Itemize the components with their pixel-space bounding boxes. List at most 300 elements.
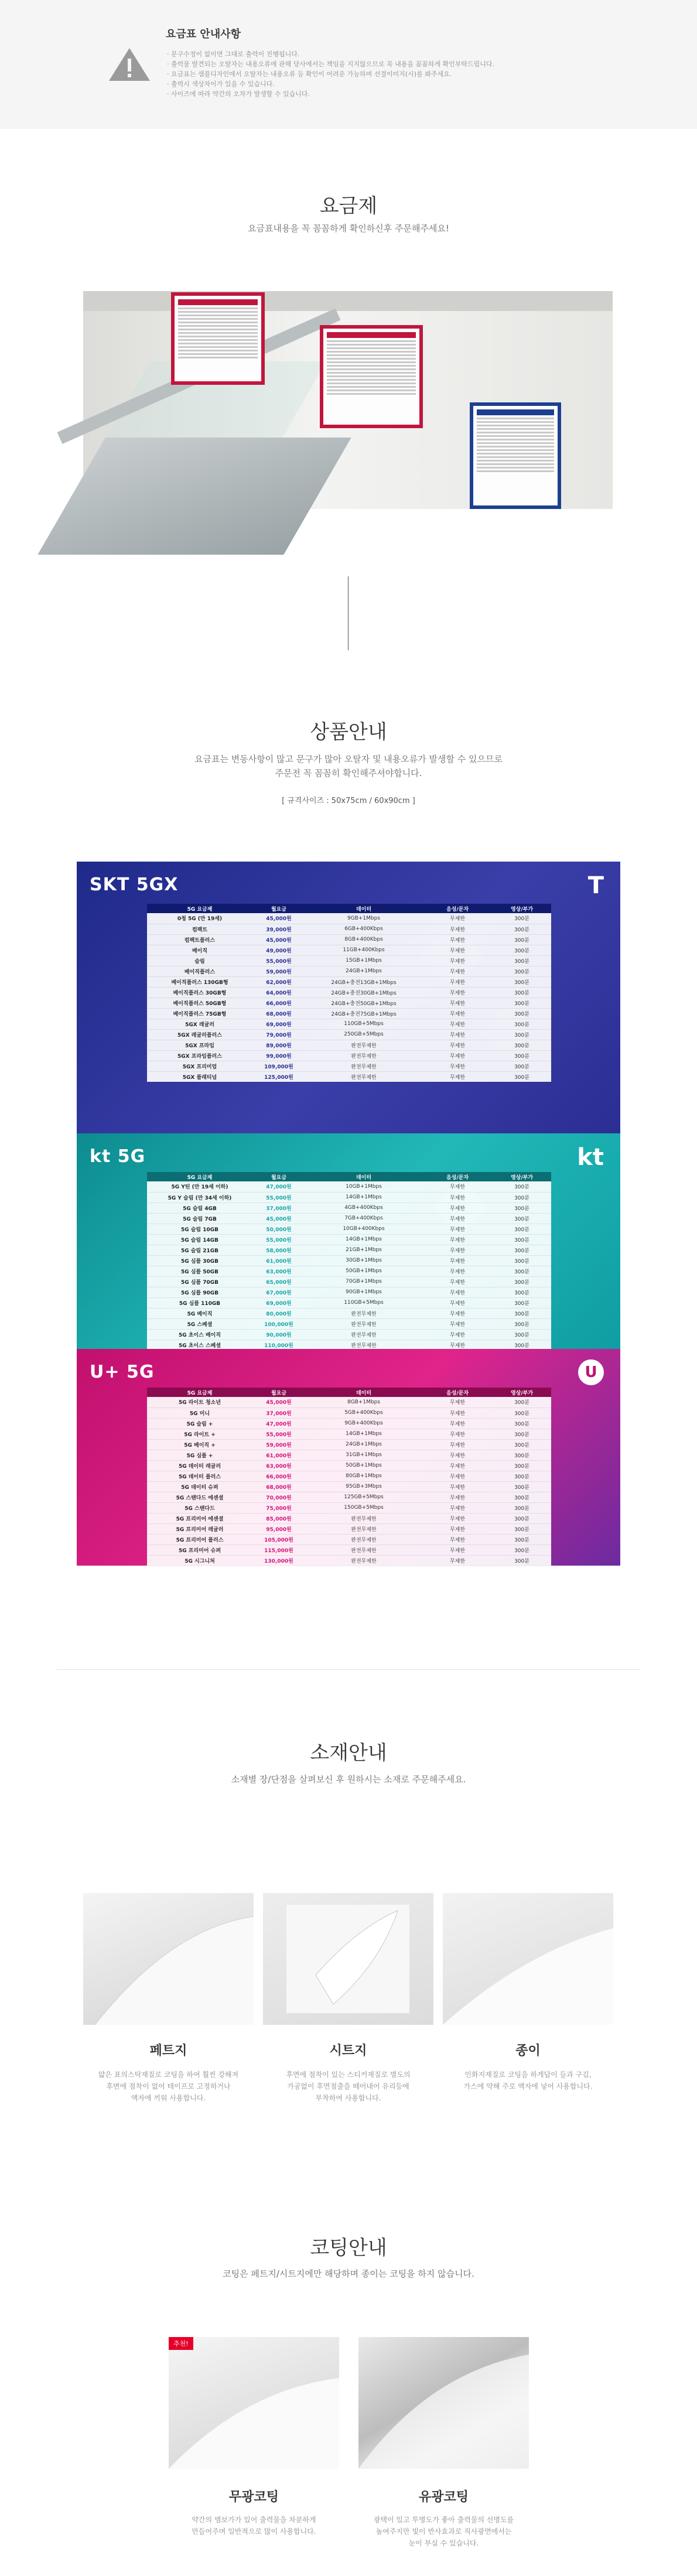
voice-sms: 무제한 [422,1040,493,1050]
video-extra: 300분 [493,1224,551,1234]
data-amount: 8GB+400Kbps [305,934,422,945]
data-amount: 30GB+1Mbps [305,1255,422,1266]
table-row [147,924,551,934]
table-row [147,1502,551,1513]
monthly-fee: 62,000원 [252,976,305,987]
monthly-fee: 45,000원 [252,1397,305,1407]
table-row [147,955,551,966]
table-header-row [147,1172,551,1181]
monthly-fee: 63,000원 [252,1460,305,1471]
table-row [147,1523,551,1534]
video-extra: 300분 [493,1502,551,1513]
voice-sms: 무제한 [422,1397,493,1407]
voice-sms: 무제한 [422,1545,493,1555]
material-desc [443,2069,613,2092]
voice-sms: 무제한 [422,1502,493,1513]
voice-sms: 무제한 [422,1061,493,1071]
voice-sms: 무제한 [422,1492,493,1502]
video-extra: 300분 [493,1287,551,1297]
table-row [147,1407,551,1418]
notice-box [0,0,697,129]
video-extra: 300분 [493,1471,551,1481]
material-desc-line: 인화지재질로 코팅을 하게답이 들과 구김, [464,2071,592,2079]
data-amount: 24GB+충전30GB+1Mbps [305,987,422,997]
plan-name: 5G 프리미어 플러스 [147,1534,252,1545]
monthly-fee: 66,000원 [252,997,305,1008]
data-amount: 150GB+5Mbps [305,1502,422,1513]
column-header: 월요금 [252,1388,305,1397]
monthly-fee: 70,000원 [252,1492,305,1502]
data-amount: 80GB+1Mbps [305,1471,422,1481]
coating-desc-line: 높여주지만 빛이 반사효과로 직사광면에서는 [375,2527,512,2536]
matte-sheet-icon [169,2337,339,2469]
table-row [147,966,551,976]
voice-sms: 무제한 [422,1050,493,1061]
table-row [147,1019,551,1029]
table-row [147,1481,551,1492]
plan-name: 5G 슬림 + [147,1418,252,1429]
video-extra: 300분 [493,1308,551,1318]
product-size: [ 규격사이즈 : 50x75cm / 60x90cm ] [282,797,415,805]
monthly-fee: 61,000원 [252,1255,305,1266]
column-header: 데이터 [305,1388,422,1397]
coating-subtitle: 코팅은 페트지/시트지에만 해당하며 종이는 코팅을 하지 않습니다. [223,2268,474,2279]
table-row [147,1439,551,1450]
plan-name: 5G 초이스 스페셜 [147,1340,252,1350]
data-amount: 10GB+1Mbps [305,1181,422,1192]
plan-name: 5GX 프라임 [147,1040,252,1050]
data-amount: 110GB+5Mbps [305,1297,422,1308]
plan-name: 5G 슬림 7GB [147,1213,252,1224]
table-row [147,1266,551,1276]
voice-sms: 무제한 [422,1555,493,1566]
data-amount: 완전무제한 [305,1071,422,1082]
lgu-logo: U [578,1359,604,1385]
table-row [147,1192,551,1202]
lgu-brand: U+ 5G [90,1362,155,1382]
product-desc-1: 요금표는 변동사항이 많고 문구가 많아 오탈자 및 내용오류가 발생할 수 있으므로 [194,754,503,764]
pricing-subtitle: 요금표내용을 꼭 꼼꼼하게 확인하신후 주문해주세요! [248,223,449,234]
table-row [147,976,551,987]
table-row [147,1308,551,1318]
data-amount: 14GB+1Mbps [305,1429,422,1439]
product-title: 상품안내 [310,720,387,744]
video-extra: 300분 [493,1545,551,1555]
monthly-fee: 80,000원 [252,1308,305,1318]
column-header: 음성/문자 [422,1388,493,1397]
monthly-fee: 64,000원 [252,987,305,997]
skt-brand: SKT 5GX [90,874,179,895]
monthly-fee: 37,000원 [252,1407,305,1418]
plan-name: 5G 스페셜 [147,1318,252,1329]
plan-name: 5G 미니 [147,1407,252,1418]
data-amount: 완전무제한 [305,1040,422,1050]
monthly-fee: 69,000원 [252,1297,305,1308]
table-row [147,1450,551,1460]
plan-name: 5G 심플 30GB [147,1255,252,1266]
data-amount: 15GB+1Mbps [305,955,422,966]
table-row [147,1534,551,1545]
plan-name: 5G 데이터 레귤러 [147,1460,252,1471]
kt-logo: kt [577,1144,604,1171]
data-amount: 50GB+1Mbps [305,1460,422,1471]
warning-icon [107,46,152,83]
data-amount: 완전무제한 [305,1545,422,1555]
video-extra: 300분 [493,1276,551,1287]
plan-name: 5G 스탠다드 에센셜 [147,1492,252,1502]
notice-item: · 출력물 발견되는 오탈자는 내용오류에 관해 당사에서는 책임을 지지않으므로 꼭 내용을 꼼꼼하게 확인부탁드립니다. [167,60,494,68]
kt-panel [77,1133,620,1349]
video-extra: 300분 [493,1329,551,1340]
plan-name: 5G 프리미어 슈퍼 [147,1545,252,1555]
plan-name: 5GX 플래티넘 [147,1071,252,1082]
data-amount: 50GB+1Mbps [305,1266,422,1276]
column-header: 월요금 [252,1172,305,1181]
video-extra: 300분 [493,997,551,1008]
table-row [147,1429,551,1439]
video-extra: 300분 [493,1450,551,1460]
data-amount: 완전무제한 [305,1513,422,1523]
lgu-panel [77,1349,620,1566]
plan-name: 5G 데이터 슈퍼 [147,1481,252,1492]
monthly-fee: 55,000원 [252,1192,305,1202]
video-extra: 300분 [493,1061,551,1071]
table-row [147,1213,551,1224]
pricing-title: 요금제 [319,194,378,218]
sticker-peel-icon [263,1893,433,2025]
installation-photo [83,291,613,509]
video-extra: 300분 [493,1439,551,1450]
material-desc [263,2069,433,2104]
video-extra: 300분 [493,1181,551,1192]
monthly-fee: 67,000원 [252,1287,305,1297]
plan-name: 5G Y 슬림 (만 34세 이하) [147,1192,252,1202]
video-extra: 300분 [493,1297,551,1308]
voice-sms: 무제한 [422,1224,493,1234]
video-extra: 300분 [493,1555,551,1566]
video-extra: 300분 [493,955,551,966]
kt-brand: kt 5G [90,1146,146,1167]
monthly-fee: 47,000원 [252,1181,305,1192]
table-row [147,1202,551,1213]
voice-sms: 무제한 [422,1287,493,1297]
material-name: 종이 [515,2044,541,2058]
notice-item: · 출력시 색상차이가 있을 수 있습니다. [167,80,275,88]
lgu-price-table [147,1388,551,1566]
table-row [147,1471,551,1481]
video-extra: 300분 [493,934,551,945]
data-amount: 6GB+400Kbps [305,924,422,934]
data-amount: 24GB+1Mbps [305,966,422,976]
poster-lgu [470,402,561,509]
plan-name: 베이직플러스 130GB형 [147,976,252,987]
table-row [147,1245,551,1255]
price-board [77,862,620,1566]
table-row [147,1061,551,1071]
monthly-fee: 45,000원 [252,1213,305,1224]
table-row [147,1297,551,1308]
video-extra: 300분 [493,1492,551,1502]
coating-desc-line: 눈이 부실 수 있습니다. [408,2539,479,2547]
voice-sms: 무제한 [422,1329,493,1340]
voice-sms: 무제한 [422,1297,493,1308]
monthly-fee: 49,000원 [252,945,305,955]
plan-name: 5G 슬림 10GB [147,1224,252,1234]
video-extra: 300분 [493,1192,551,1202]
video-extra: 300분 [493,1213,551,1224]
data-amount: 14GB+1Mbps [305,1234,422,1245]
plan-name: 베이직플러스 [147,966,252,976]
video-extra: 300분 [493,1460,551,1471]
voice-sms: 무제한 [422,1029,493,1040]
material-desc-line: 후변에 점착이 없어 테이프로 고정하거나 [106,2082,231,2090]
data-amount: 24GB+충전75GB+1Mbps [305,1008,422,1019]
monthly-fee: 55,000원 [252,1234,305,1245]
video-extra: 300분 [493,1481,551,1492]
monthly-fee: 37,000원 [252,1202,305,1213]
table-header-row [147,1388,551,1397]
plan-name: 베이직플러스 30GB형 [147,987,252,997]
voice-sms: 무제한 [422,1534,493,1545]
coating-image-gloss [358,2337,529,2469]
video-extra: 300분 [493,913,551,924]
voice-sms: 무제한 [422,987,493,997]
voice-sms: 무제한 [422,924,493,934]
column-header: 월요금 [252,904,305,913]
monthly-fee: 39,000원 [252,924,305,934]
coating-desc-line: 약간의 엠보가가 있어 출력물을 차분하게 [192,2516,316,2524]
material-subtitle: 소재별 장/단점을 살펴보신 후 원하시는 소재로 주문해주세요. [231,1774,466,1785]
monthly-fee: 50,000원 [252,1224,305,1234]
video-extra: 300분 [493,1029,551,1040]
data-amount: 9GB+1Mbps [305,913,422,924]
notice-title: 요금표 안내사항 [166,28,241,40]
plan-name: 5G 프리미어 레귤러 [147,1523,252,1534]
data-amount: 9GB+400Kbps [305,1418,422,1429]
notice-item: · 사이즈에 따라 약간의 오차가 발생할 수 있습니다. [167,90,310,98]
material-desc-line: 후면에 점착이 있는 스티커재질로 별도의 [286,2071,411,2079]
video-extra: 300분 [493,1523,551,1534]
voice-sms: 무제한 [422,1460,493,1471]
voice-sms: 무제한 [422,1181,493,1192]
kt-price-table [147,1172,551,1361]
plan-name: 5G 슬림 4GB [147,1202,252,1213]
voice-sms: 무제한 [422,1071,493,1082]
material-desc-line: 얇은 표의스탁재질로 코팅을 하여 훨씬 강해져 [98,2071,239,2079]
coating-desc-line: 광택이 있고 투명도가 좋아 출력물의 선명도를 [373,2516,514,2524]
video-extra: 300분 [493,1397,551,1407]
recommend-badge: 추천! [169,2337,193,2350]
plan-name: 5GX 레귤러 [147,1019,252,1029]
plan-name: 5G 심플 50GB [147,1266,252,1276]
material-desc-line: 가공없이 후면점출을 떼어내어 유리등에 [287,2082,409,2090]
data-amount: 24GB+충전13GB+1Mbps [305,976,422,987]
material-title: 소재안내 [310,1741,387,1765]
plan-name: 5G Y틴 (만 19세 이하) [147,1181,252,1192]
table-row [147,1492,551,1502]
plan-name: 5G 심플 + [147,1450,252,1460]
video-extra: 300분 [493,1071,551,1082]
skt-price-table [147,904,551,1082]
monthly-fee: 125,000원 [252,1071,305,1082]
plan-name: 베이직플러스 50GB형 [147,997,252,1008]
data-amount: 14GB+1Mbps [305,1192,422,1202]
coating-title: 코팅안내 [310,2236,387,2260]
monthly-fee: 110,000원 [252,1340,305,1350]
data-amount: 완전무제한 [305,1050,422,1061]
monthly-fee: 105,000원 [252,1534,305,1545]
data-amount: 24GB+충전50GB+1Mbps [305,997,422,1008]
data-amount: 4GB+400Kbps [305,1202,422,1213]
monthly-fee: 66,000원 [252,1471,305,1481]
monthly-fee: 85,000원 [252,1513,305,1523]
column-header: 음성/문자 [422,904,493,913]
table-row [147,1008,551,1019]
table-row [147,1555,551,1566]
voice-sms: 무제한 [422,1008,493,1019]
column-header: 영상/부가 [493,1388,551,1397]
material-image-paper [443,1893,613,2025]
video-extra: 300분 [493,1245,551,1255]
table-header-row [147,904,551,913]
voice-sms: 무제한 [422,1255,493,1266]
data-amount: 21GB+1Mbps [305,1245,422,1255]
video-extra: 300분 [493,1513,551,1523]
voice-sms: 무제한 [422,1418,493,1429]
notice-item: · 문구수정이 없이면 그대로 출력이 진행됩니다. [167,50,300,58]
voice-sms: 무제한 [422,945,493,955]
monthly-fee: 59,000원 [252,1439,305,1450]
poster-skt [171,292,265,385]
plan-name: 5G 슬림 14GB [147,1234,252,1245]
coating-name: 유광코팅 [418,2490,469,2505]
plan-name: 5G 프리미어 에센셜 [147,1513,252,1523]
voice-sms: 무제한 [422,1513,493,1523]
monthly-fee: 69,000원 [252,1019,305,1029]
voice-sms: 무제한 [422,1202,493,1213]
monthly-fee: 95,000원 [252,1523,305,1534]
monthly-fee: 55,000원 [252,955,305,966]
table-row [147,1418,551,1429]
table-row [147,1460,551,1471]
voice-sms: 무제한 [422,1340,493,1350]
table-row [147,1287,551,1297]
video-extra: 300분 [493,1429,551,1439]
voice-sms: 무제한 [422,913,493,924]
table-row [147,1276,551,1287]
monthly-fee: 58,000원 [252,1245,305,1255]
voice-sms: 무제한 [422,1213,493,1224]
monthly-fee: 109,000원 [252,1061,305,1071]
video-extra: 300분 [493,1407,551,1418]
table-row [147,1234,551,1245]
monthly-fee: 99,000원 [252,1050,305,1061]
voice-sms: 무제한 [422,1523,493,1534]
table-row [147,1397,551,1407]
plan-name: 5G 라이트 청소년 [147,1397,252,1407]
column-header: 데이터 [305,1172,422,1181]
voice-sms: 무제한 [422,1318,493,1329]
voice-sms: 무제한 [422,1407,493,1418]
voice-sms: 무제한 [422,1429,493,1439]
plan-name: 5G 베이직 + [147,1439,252,1450]
plan-name: 5G 데이터 플러스 [147,1471,252,1481]
monthly-fee: 59,000원 [252,966,305,976]
plan-name: 0청 5G (만 19세) [147,913,252,924]
data-amount: 10GB+400Kbps [305,1224,422,1234]
voice-sms: 무제한 [422,1234,493,1245]
voice-sms: 무제한 [422,1192,493,1202]
plan-name: 5G 심플 110GB [147,1297,252,1308]
plan-name: 베이직플러스 75GB형 [147,1008,252,1019]
column-header: 영상/부가 [493,904,551,913]
table-row [147,1224,551,1234]
data-amount: 24GB+1Mbps [305,1439,422,1450]
data-amount: 완전무제한 [305,1340,422,1350]
monthly-fee: 61,000원 [252,1450,305,1460]
data-amount: 95GB+3Mbps [305,1481,422,1492]
table-row [147,987,551,997]
monthly-fee: 45,000원 [252,913,305,924]
monthly-fee: 75,000원 [252,1502,305,1513]
video-extra: 300분 [493,966,551,976]
plan-name: 5G 초이스 베이직 [147,1329,252,1340]
table-row [147,934,551,945]
monthly-fee: 68,000원 [252,1481,305,1492]
product-desc-2: 주문전 꼭 꼼꼼히 확인해주셔야합니다. [275,768,422,778]
column-header: 데이터 [305,904,422,913]
data-amount: 90GB+1Mbps [305,1287,422,1297]
monthly-fee: 65,000원 [252,1276,305,1287]
column-header: 영상/부가 [493,1172,551,1181]
material-image-sheet [263,1893,433,2025]
plan-name: 5GX 프라임플러스 [147,1050,252,1061]
coating-desc [358,2514,529,2549]
coating-name: 무광코팅 [228,2490,279,2505]
voice-sms: 무제한 [422,966,493,976]
monthly-fee: 45,000원 [252,934,305,945]
video-extra: 300분 [493,1050,551,1061]
column-header: 5G 요금제 [147,904,252,913]
material-name: 시트지 [329,2044,367,2058]
poster-kt [320,325,423,428]
notice-list [167,49,494,99]
voice-sms: 무제한 [422,1019,493,1029]
data-amount: 8GB+1Mbps [305,1397,422,1407]
plan-name: 5G 라이트 + [147,1429,252,1439]
video-extra: 300분 [493,1266,551,1276]
data-amount: 250GB+5Mbps [305,1029,422,1040]
video-extra: 300분 [493,1202,551,1213]
video-extra: 300분 [493,1008,551,1019]
data-amount: 완전무제한 [305,1523,422,1534]
coating-desc [169,2514,339,2537]
table-row [147,1040,551,1050]
table-row [147,1318,551,1329]
table-row [147,1029,551,1040]
voice-sms: 무제한 [422,976,493,987]
voice-sms: 무제한 [422,955,493,966]
video-extra: 300분 [493,1255,551,1266]
table-row [147,1329,551,1340]
video-extra: 300분 [493,1318,551,1329]
table-row [147,913,551,924]
monthly-fee: 63,000원 [252,1266,305,1276]
video-extra: 300분 [493,1340,551,1350]
plan-name: 컴팩트플러스 [147,934,252,945]
monthly-fee: 47,000원 [252,1418,305,1429]
plan-name: 5G 스탠다드 [147,1502,252,1513]
